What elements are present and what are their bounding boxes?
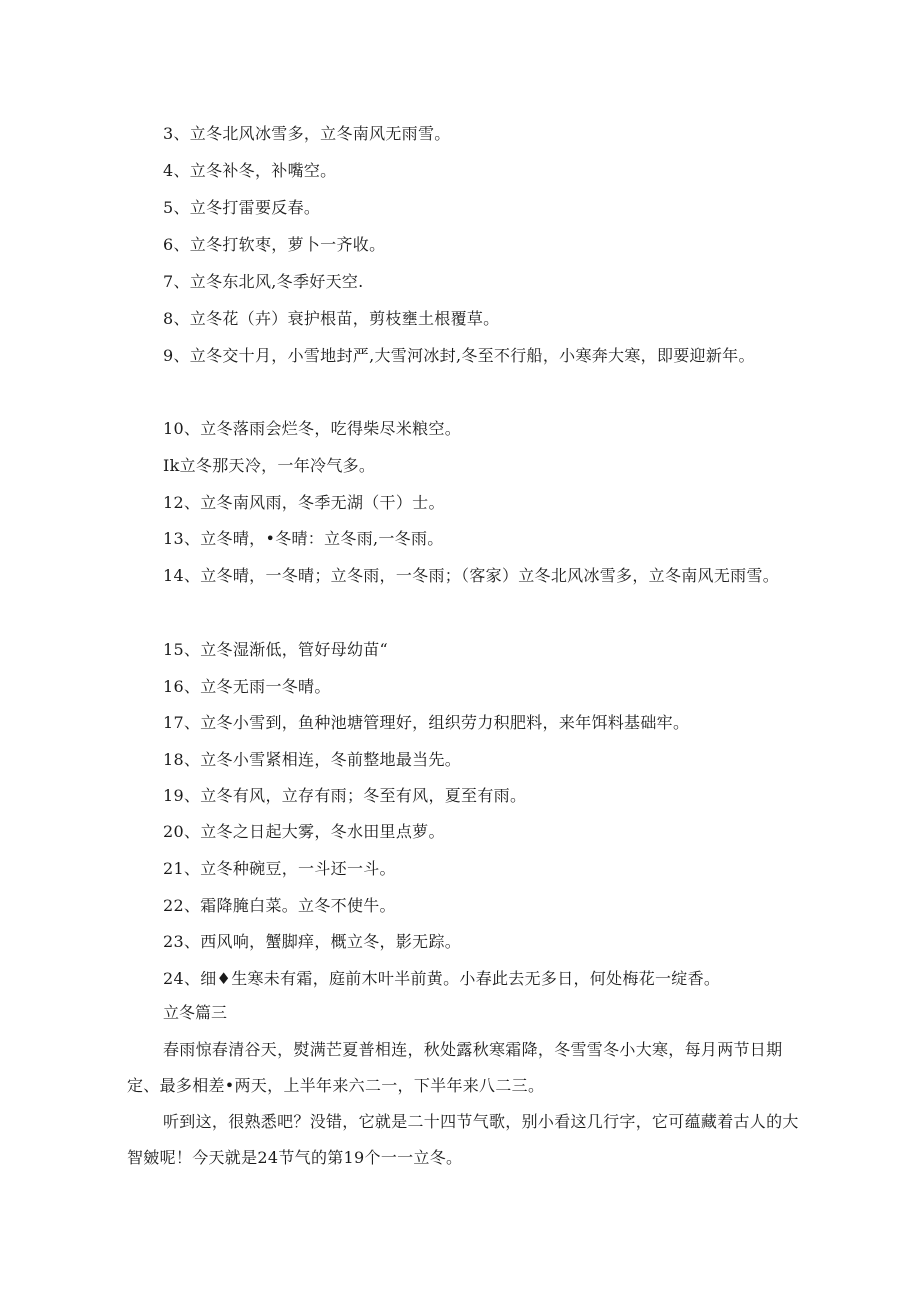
saying-item-9: 9、立冬交十月，小雪地封严,大雪河冰封,冬至不行船，小寒奔大寒，即要迎新年。 — [163, 346, 755, 365]
saying-item-22: 22、霜降腌白菜。立冬不使牛。 — [163, 896, 396, 915]
saying-item-11: Ik立冬那天冷，一年冷气多。 — [163, 456, 376, 475]
saying-item-7: 7、立冬东北风,冬季好天空. — [163, 272, 364, 291]
saying-item-15: 15、立冬湿渐低，管好母幼苗“ — [163, 640, 389, 659]
section-title: 立冬篇三 — [163, 1003, 228, 1022]
saying-item-5: 5、立冬打雷要反春。 — [163, 198, 321, 217]
saying-item-18: 18、立冬小雪紧相连，冬前整地最当先。 — [163, 750, 462, 769]
saying-item-6: 6、立冬打软枣，萝卜一齐收。 — [163, 235, 386, 254]
saying-item-21: 21、立冬种碗豆，一斗还一斗。 — [163, 859, 396, 878]
saying-item-8: 8、立冬花（卉）衰护根苗，剪枝壅土根覆草。 — [163, 309, 500, 328]
saying-item-3: 3、立冬北风冰雪多，立冬南风无雨雪。 — [163, 124, 451, 143]
saying-item-20: 20、立冬之日起大雾，冬水田里点萝。 — [163, 822, 445, 841]
saying-item-17: 17、立冬小雪到，鱼种池塘管理好，组织劳力积肥料，来年饵料基础牢。 — [163, 713, 690, 732]
saying-item-10: 10、立冬落雨会烂冬，吃得柴尽米粮空。 — [163, 419, 462, 438]
saying-item-4: 4、立冬补冬，补嘴空。 — [163, 161, 337, 180]
saying-item-16: 16、立冬无雨一冬晴。 — [163, 677, 331, 696]
saying-item-24: 24、细♦生寒未有霜，庭前木叶半前黄。小春此去无多日，何处梅花一绽香。 — [163, 969, 721, 988]
saying-item-23: 23、西风响，蟹脚痒，概立冬，影无踪。 — [163, 932, 462, 951]
intro-paragraph: 听到这，很熟悉吧？没错，它就是二十四节气歌，别小看这几行字，它可蕴藏着古人的大智皴呢！今天就是24节气的第19个一一立冬。 — [127, 1112, 799, 1167]
saying-item-14: 14、立冬晴，一冬晴；立冬雨，一冬雨；（客家）立冬北风冰雪多，立冬南风无雨雪。 — [163, 566, 780, 585]
saying-item-19: 19、立冬有风，立存有雨；冬至有风，夏至有雨。 — [163, 786, 527, 805]
solar-terms-poem: 春雨惊春清谷天，熨满芒夏普相连，秋处露秋寒霜降，冬雪雪冬小大寒，每月两节日期定、最多相差•两天，上半年来六二一，下半年来八二三。 — [127, 1040, 783, 1095]
saying-item-13: 13、立冬晴，•冬晴：立冬雨,一冬雨。 — [163, 529, 444, 548]
saying-item-12: 12、立冬南风雨，冬季无湖（干）士。 — [163, 493, 445, 512]
